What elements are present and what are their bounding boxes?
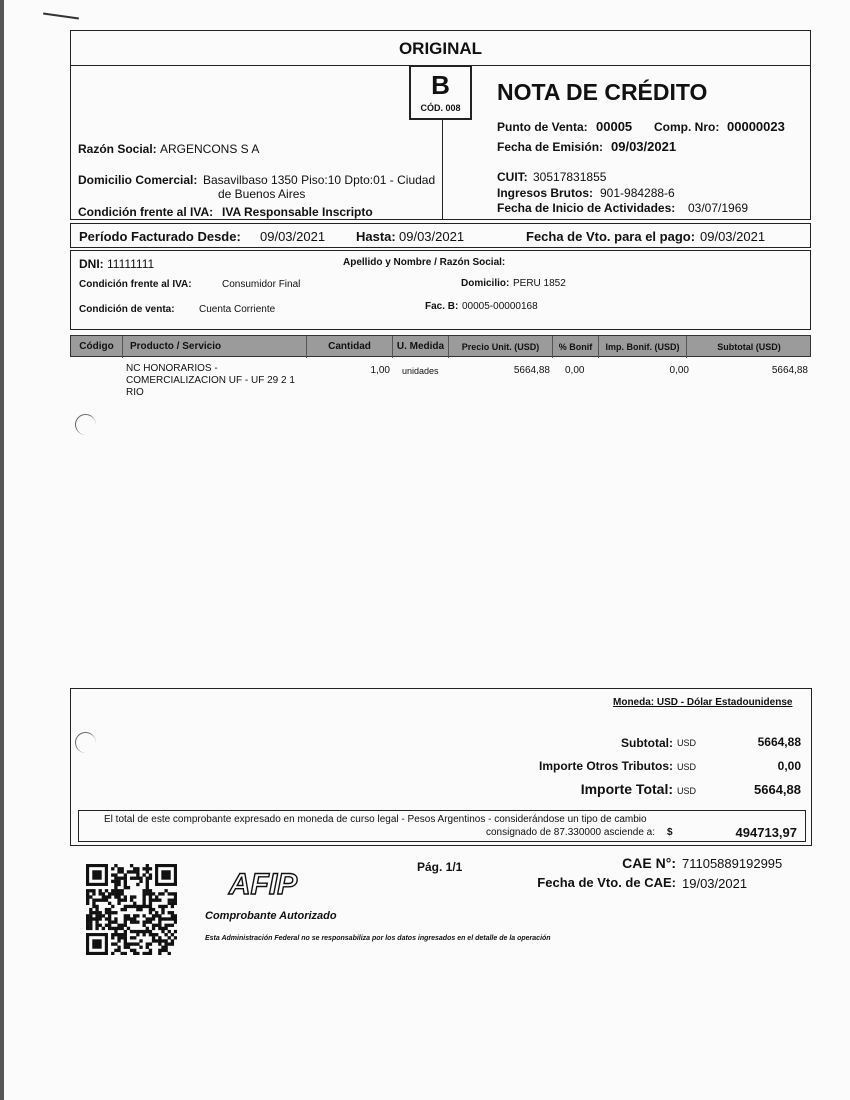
iibb-label: Ingresos Brutos: (497, 186, 594, 200)
row-bonif: 0,00 (565, 365, 585, 376)
dni-label: DNI: (79, 257, 104, 271)
qr-code (86, 864, 177, 955)
cuit-label: CUIT: (497, 170, 528, 184)
autorizado-label: Comprobante Autorizado (205, 910, 337, 922)
moneda-label: Moneda: USD - Dólar Estadounidense (613, 697, 793, 708)
hole-punch (75, 414, 96, 435)
afip-logo-text: AFIP (228, 868, 298, 899)
divider-vertical (442, 118, 443, 220)
row-precio: 5664,88 (513, 365, 550, 376)
subtotal-label: Subtotal: (621, 736, 673, 750)
period-row (70, 223, 811, 248)
domicilio-line2: de Buenos Aires (218, 187, 306, 201)
dni-value: 11111111 (107, 257, 155, 271)
invoice-type-letter: B (431, 70, 450, 100)
iva-label: Condición frente al IVA: (78, 205, 214, 219)
comp-nro-value: 00000023 (727, 119, 785, 134)
subtotal-value: 5664,88 (757, 735, 801, 749)
col-unidad: U. Medida (393, 336, 449, 358)
iva-value: IVA Responsable Inscripto (222, 205, 373, 219)
inicio-value: 03/07/1969 (688, 201, 749, 215)
venta-label: Condición de venta: (79, 304, 175, 315)
cuit-value: 30517831855 (533, 170, 607, 184)
col-codigo: Código (71, 336, 123, 358)
col-precio: Precio Unit. (USD) (449, 336, 553, 358)
fecha-emision-label: Fecha de Emisión: (497, 140, 604, 154)
legal-line1: El total de este comprobante expresado en moneda de curso legal - Pesos Argentinos - considerándose un tipo de cambio (104, 814, 647, 825)
otros-currency: USD (677, 762, 697, 772)
period-hasta-value: 09/03/2021 (399, 229, 465, 244)
row-producto-line: COMERCIALIZACION UF - UF 29 2 1 (126, 375, 295, 386)
period-vto-value: 09/03/2021 (700, 229, 766, 244)
period-hasta-label: Hasta: (356, 229, 396, 244)
totals-block (70, 688, 812, 846)
scan-mark (43, 13, 79, 20)
row-unidad: unidades (402, 366, 439, 376)
row-producto-line: RIO (126, 387, 144, 398)
table-row (70, 362, 811, 404)
invoice-type-box (409, 65, 472, 120)
otros-value: 0,00 (777, 759, 801, 773)
client-iva-label: Condición frente al IVA: (79, 279, 192, 290)
razon-label: Razón Social: (78, 142, 157, 156)
nombre-label: Apellido y Nombre / Razón Social: (343, 257, 506, 268)
legal-line2: consignado de 87.330000 asciende a: (485, 827, 655, 838)
col-imp-bonif: Imp. Bonif. (USD) (599, 336, 687, 358)
legal-total-value: 494713,97 (735, 825, 797, 840)
items-table-header (70, 335, 811, 357)
comp-nro-label: Comp. Nro: (654, 120, 720, 134)
row-cantidad: 1,00 (370, 365, 390, 376)
copy-header (70, 30, 811, 66)
total-currency: USD (677, 786, 697, 796)
page-number: Pág. 1/1 (417, 860, 463, 874)
col-producto: Producto / Servicio (123, 336, 307, 358)
col-subtotal: Subtotal (USD) (717, 342, 781, 352)
razon-value: ARGENCONS S A (160, 142, 260, 156)
client-domicilio-value: PERU 1852 (513, 278, 566, 289)
copy-label: ORIGINAL (398, 39, 483, 58)
fac-value: 00005-00000168 (462, 301, 538, 312)
legal-currency: $ (667, 827, 673, 838)
punto-venta-value: 00005 (596, 119, 633, 134)
otros-label: Importe Otros Tributos: (538, 759, 673, 773)
client-iva-value: Consumidor Final (222, 279, 301, 290)
scan-edge (0, 0, 4, 1100)
inicio-label: Fecha de Inicio de Actividades: (497, 201, 676, 215)
client-domicilio-label: Domicilio: (461, 278, 510, 289)
col-cantidad: Cantidad (307, 336, 393, 358)
cae-value: 71105889192995 (682, 856, 783, 871)
row-producto-line: NC HONORARIOS - (126, 363, 218, 374)
punto-venta-label: Punto de Venta: (497, 120, 588, 134)
period-desde-label: Período Facturado Desde: (79, 229, 241, 244)
legal-total-box (78, 810, 806, 842)
row-producto (126, 363, 295, 399)
fecha-emision-value: 09/03/2021 (611, 139, 677, 154)
col-bonif: % Bonif (553, 336, 599, 358)
total-label: Importe Total: (580, 781, 673, 797)
domicilio-label: Domicilio Comercial: (78, 173, 198, 187)
total-value: 5664,88 (754, 782, 801, 797)
period-vto-label: Fecha de Vto. para el pago: (526, 229, 696, 244)
client-block (70, 250, 811, 330)
disclaimer-text: Esta Administración Federal no se responsabiliza por los datos ingresados en el detalle de la operación (205, 935, 551, 942)
cae-label: CAE N°: (622, 855, 676, 871)
venta-value: Cuenta Corriente (199, 304, 276, 315)
row-imp-bonif: 0,00 (669, 365, 689, 376)
period-desde-value: 09/03/2021 (260, 229, 326, 244)
cae-vto-label: Fecha de Vto. de CAE: (537, 875, 676, 890)
row-subtotal: 5664,88 (771, 365, 808, 376)
domicilio-line1: Basavilbaso 1350 Piso:10 Dpto:01 - Ciudad (203, 173, 436, 187)
afip-logo (205, 867, 321, 904)
document-title: NOTA DE CRÉDITO (497, 79, 708, 105)
fac-label: Fac. B: (425, 301, 459, 312)
cae-vto-value: 19/03/2021 (682, 876, 748, 891)
invoice-type-code: CÓD. 008 (420, 103, 461, 113)
iibb-value: 901-984288-6 (600, 186, 675, 200)
subtotal-currency: USD (677, 738, 697, 748)
